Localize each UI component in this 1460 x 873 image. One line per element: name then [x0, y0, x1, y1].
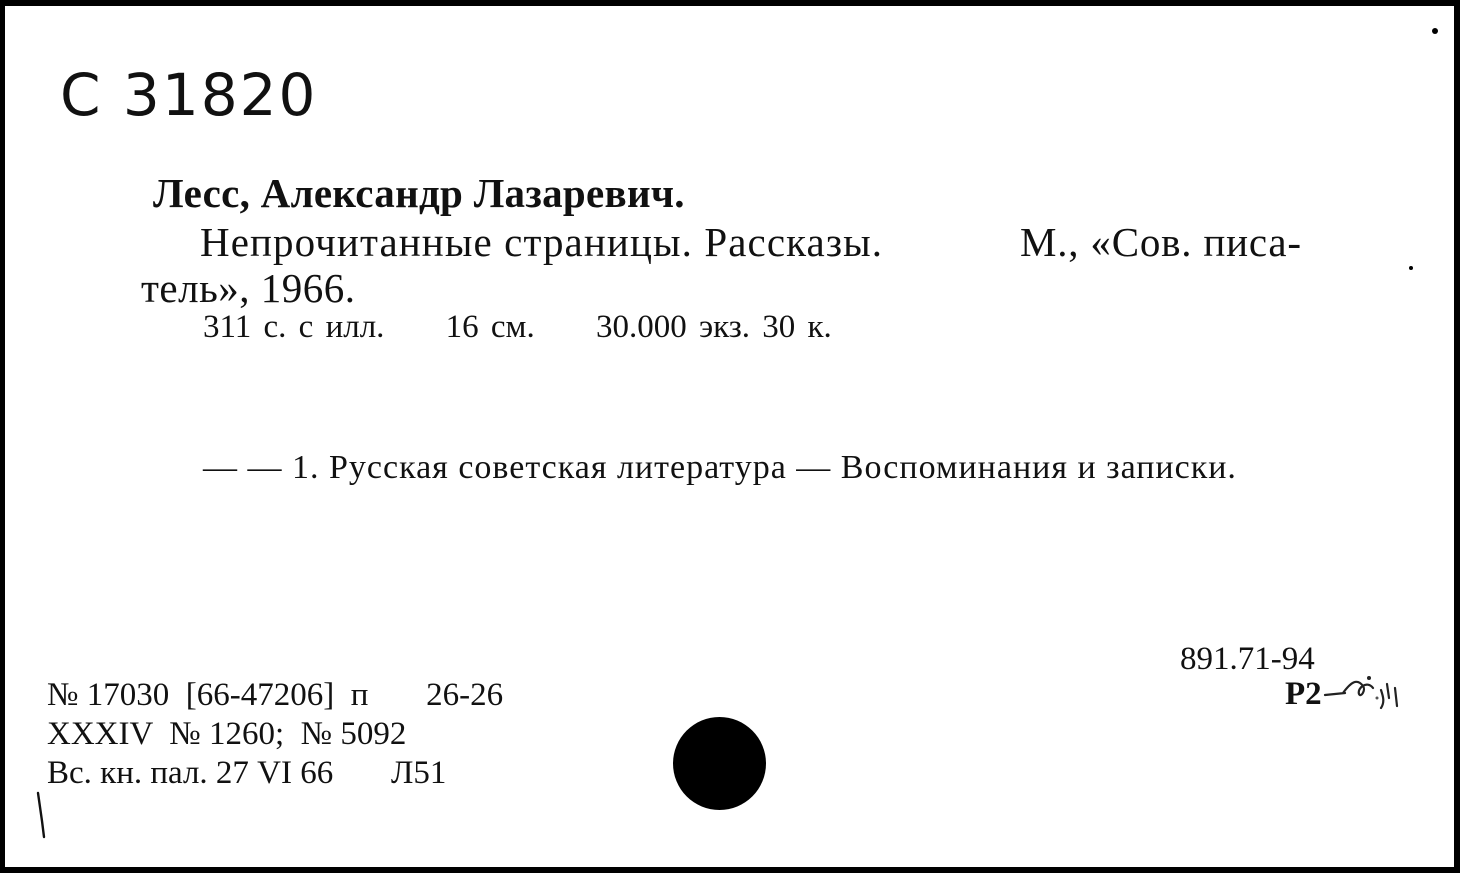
registration-line: XXXIV № 1260; № 5092 [47, 716, 407, 752]
ink-speck [1432, 28, 1438, 34]
registration-line: № 17030 [66-47206] п 26-26 [47, 677, 504, 713]
classification-number: 891.71-94 [1180, 641, 1315, 677]
handwritten-scribble-icon [1323, 668, 1403, 713]
title-line: Непрочитанные страницы. Рассказы. [200, 219, 884, 265]
author-mark: Р2 [1285, 676, 1322, 712]
punch-hole [673, 717, 766, 810]
subject-heading: — — 1. Русская советская литература — Воспоминания и записки. [203, 449, 1237, 486]
author-heading: Лесс, Александр Лазаревич. [153, 170, 685, 216]
catalog-card [5, 6, 1454, 867]
publisher-line-continued: тель», 1966. [141, 265, 356, 311]
registration-line: Вс. кн. пал. 27 VI 66 Л51 [47, 755, 447, 791]
ink-speck [1409, 266, 1413, 270]
call-number: С 31820 [60, 61, 318, 129]
collation-line: 311 с. с илл. 16 см. 30.000 экз. 30 к. [203, 309, 832, 345]
pencil-mark-icon [33, 791, 49, 839]
publisher-line: М., «Сов. писа- [1020, 219, 1302, 265]
